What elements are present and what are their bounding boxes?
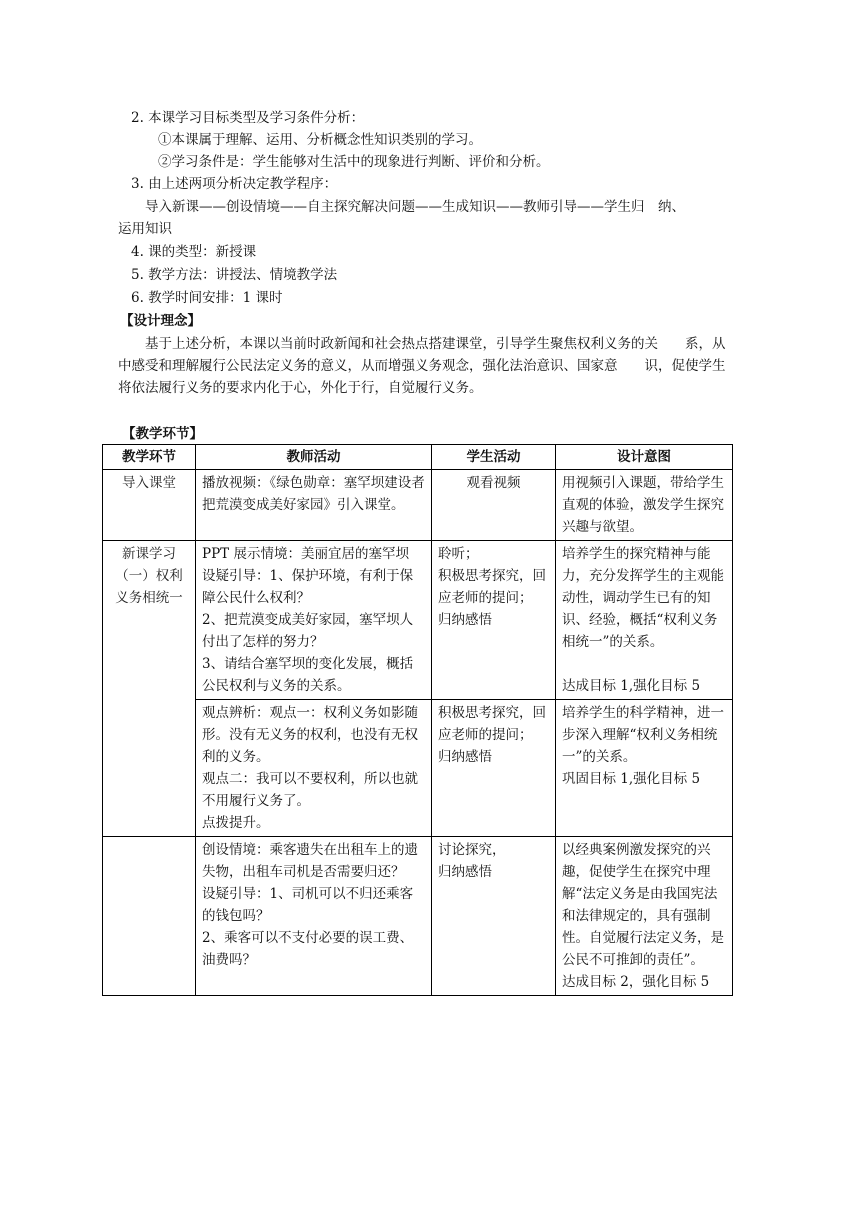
teacher-cell: [196, 700, 432, 837]
header-intent: 设计意图: [556, 445, 733, 470]
teacher-text: 2、乘客可以不支付必要的误工费、油费吗？: [202, 930, 414, 968]
student-text: 归纳感悟: [438, 749, 492, 765]
intent-text: 培养学生的探究精神与能力，充分发挥学生的主观能动性，调动学生已有的知识、经验，概括“权利义务相统一”的关系。: [562, 546, 724, 650]
intent-text: 以经典案例激发探究的兴趣，促使学生在探究中理解“法定义务是由我国宪法和法律规定的，具有强制性。自觉履行法定义务，是公民不可推卸的责任”。: [562, 842, 724, 968]
student-cell: [432, 837, 556, 996]
student-text: 归纳感悟: [438, 864, 492, 880]
intent-goal: 巩固目标 1,强化目标 5: [562, 771, 701, 787]
teacher-text: 2、把荒漠变成美好家园，塞罕坝人付出了怎样的努力？: [202, 612, 414, 650]
intent-cell: [556, 541, 733, 700]
student-cell: [432, 700, 556, 837]
student-cell: [432, 470, 556, 541]
student-text: 积极思考探究，回应老师的提问；: [438, 705, 546, 743]
stage-cell: 新课学习（一）权利义务相统一: [103, 541, 196, 837]
intent-cell: [556, 700, 733, 837]
table-row: [103, 470, 733, 541]
teacher-text: 创设情境：乘客遗失在出租车上的遗失物，出租车司机是否需要归还？: [202, 842, 418, 880]
teacher-text: 3、请结合塞罕坝的变化发展，概括公民权利与义务的关系。: [202, 656, 414, 694]
table-header-row: [103, 445, 733, 470]
student-text: 讨论探究，: [438, 842, 506, 858]
item-4: 4. 课的类型：新授课: [131, 244, 257, 260]
item-5: 5. 教学方法：讲授法、情境教学法: [131, 267, 338, 283]
teacher-text: 观点辨析：观点一：权利义务如影随形。没有无义务的权利，也没有无权利的义务。: [202, 705, 418, 765]
item-3-title: 3. 由上述两项分析决定教学程序：: [131, 176, 338, 192]
stage-cell: 导入课堂: [103, 470, 196, 541]
intent-goal: 达成目标 1,强化目标 5: [562, 678, 701, 694]
table-row: [103, 700, 733, 837]
teacher-text: 观点二：我可以不要权利，所以也就不用履行义务了。: [202, 771, 418, 809]
student-cell: [432, 541, 556, 700]
teacher-text: PPT 展示情境：美丽宜居的塞罕坝: [202, 546, 409, 562]
header-teacher: 教师活动: [196, 445, 432, 470]
item-2-title: 2. 本课学习目标类型及学习条件分析：: [131, 110, 365, 126]
student-text: 积极思考探究，回应老师的提问；: [438, 568, 546, 606]
teaching-steps-heading: 【教学环节】: [122, 426, 203, 442]
stage-cell: [103, 837, 196, 996]
teacher-text: 播放视频：《绿色勋章：塞罕坝建设者把荒漠变成美好家园》引入课堂。: [202, 475, 425, 513]
table-row: [103, 837, 733, 996]
student-text: 归纳感悟: [438, 612, 492, 628]
student-text: 观看视频: [466, 475, 521, 491]
header-stage: 教学环节: [103, 445, 196, 470]
teacher-cell: [196, 541, 432, 700]
table-row: [103, 541, 733, 700]
item-3-line1: 导入新课——创设情境——自主探究解决问题——生成知识——教师引导——学生归 纳、: [145, 199, 685, 215]
header-student: 学生活动: [432, 445, 556, 470]
intent-cell: [556, 837, 733, 996]
design-concept-text: 基于上述分析，本课以当前时政新闻和社会热点搭建课堂，引导学生聚焦权利义务的关 系，从中感受和理解履行公民法定义务的意义，从而增强义务观念，强化法治意识、国家意 识，促使学生将依法履行义务的要求内化于心，外化于行，自觉履行义务。: [118, 336, 726, 396]
teacher-cell: [196, 470, 432, 541]
item-2a: ①本课属于理解、运用、分析概念性知识类别的学习。: [158, 132, 482, 148]
teaching-steps-table: [102, 444, 733, 996]
item-2b: ②学习条件是：学生能够对生活中的现象进行判断、评价和分析。: [158, 154, 550, 170]
student-text: 聆听；: [438, 546, 479, 562]
intent-cell: [556, 470, 733, 541]
teacher-text: 点拨提升。: [202, 815, 270, 831]
intent-goal: 达成目标 2，强化目标 5: [562, 974, 710, 990]
intent-text: 培养学生的科学精神，进一步深入理解“权利义务相统一”的关系。: [562, 705, 724, 765]
teacher-cell: [196, 837, 432, 996]
teacher-text: 设疑引导：1、保护环境，有利于保障公民什么权利？: [202, 568, 414, 606]
teacher-text: 设疑引导：1、司机可以不归还乘客的钱包吗？: [202, 886, 414, 924]
item-3-line2: 运用知识: [118, 221, 172, 237]
item-6: 6. 教学时间安排：1 课时: [131, 290, 283, 306]
intent-text: 用视频引入课题，带给学生直观的体验，激发学生探究兴趣与欲望。: [562, 475, 724, 535]
design-concept-heading: 【设计理念】: [120, 313, 201, 329]
design-concept-paragraph: [118, 333, 732, 399]
